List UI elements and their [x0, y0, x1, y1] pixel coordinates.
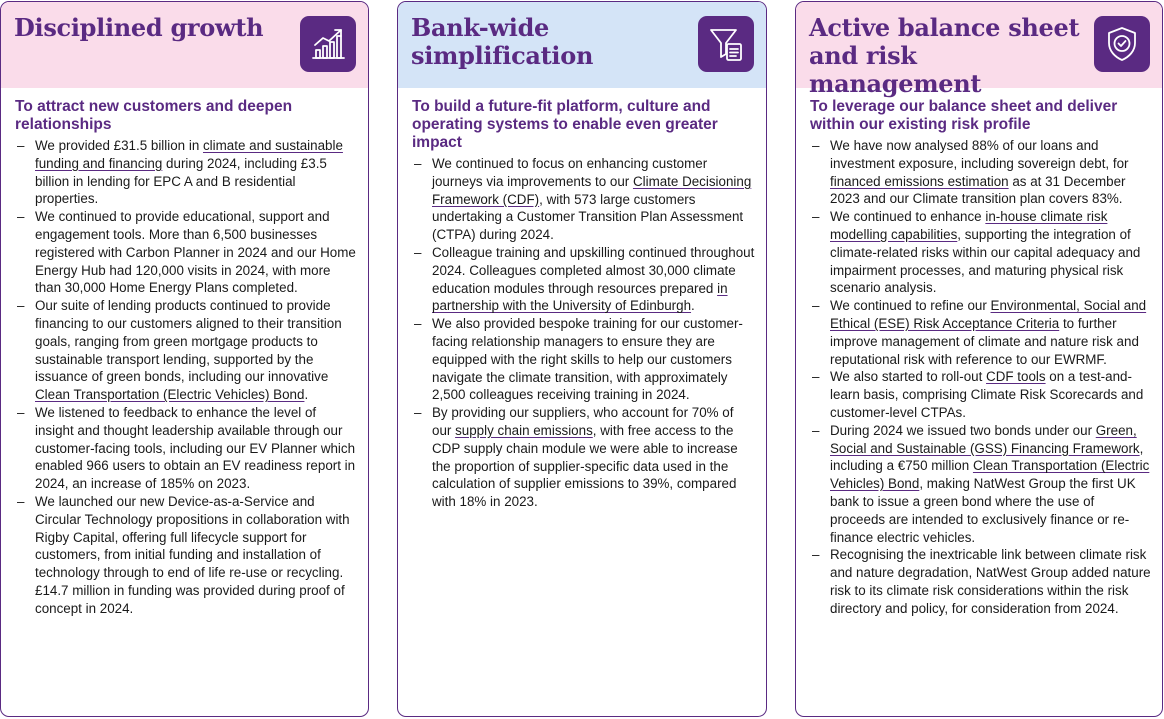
column-subheading: To build a future-fit platform, culture and operating systems to enable even greater impact [412, 98, 718, 151]
bullet-text: We also provided bespoke training for our customer-facing relationship managers to ensure they are equipped with the right skills to help our customers navigate the climate transition, with approximately 2,500 colleagues receiving training in 2024. [432, 316, 743, 403]
column-title: Active balance sheet and risk management [809, 13, 1080, 98]
bullet-list [15, 137, 358, 618]
list-item [15, 493, 358, 618]
bullet-text: . [304, 387, 309, 403]
shield-check-icon [1094, 16, 1150, 72]
bullet-text: , supporting the integration of climate-related risks within our capital adequacy and impairment processes, and maturing physical risk scenario analysis. [830, 226, 1141, 296]
inline-link[interactable]: Clean Transportation (Electric Vehicles) Bond [830, 458, 1150, 492]
list-item [810, 368, 1152, 421]
bullet-text: By providing our suppliers, who account for 70% of our [432, 405, 734, 438]
bullet-text: . [691, 298, 695, 314]
list-item [810, 137, 1152, 208]
list-item [412, 155, 756, 244]
bullet-text: We have now analysed 88% of our loans and investment exposure, including sovereign debt, for [830, 138, 1129, 171]
column-title: Bank-wide simplification [411, 13, 594, 70]
bullet-text: , including a €750 million [830, 440, 1144, 474]
bullet-text: during 2024, including £3.5 billion in lending for EPC A and B residential properties. [35, 155, 327, 207]
list-item [810, 208, 1152, 297]
bullet-text: Recognising the inextricable link between climate risk and nature degradation, NatWest Group added nature risk to its climate risk considerations within the risk directory and policy, for consideration from 2024. [830, 547, 1151, 616]
inline-link[interactable]: in partnership with the University of Edinburgh [432, 280, 728, 314]
list-item [412, 315, 756, 404]
list-item [810, 422, 1152, 547]
bullet-text: During 2024 we issued two bonds under our [830, 422, 1096, 438]
bullet-text: We provided £31.5 billion in [35, 138, 203, 153]
column-bank-wide-simplification [397, 1, 767, 717]
bullet-text: Our suite of lending products continued to provide financing to our customers aligned to their transition goals, ranging from green mortgage products to sustainable transport lending, supported by the issuance of green bonds, including our innovative [35, 298, 342, 385]
column-header [796, 2, 1162, 98]
bullet-text: We continued to enhance [830, 209, 986, 225]
bullet-text: Colleague training and upskilling continued throughout 2024. Colleagues completed almost 30,000 climate education modules through resources prepared [432, 244, 755, 296]
bullet-text: , with free access to the CDP supply chain module we were able to increase the proportion of supplier-specific data used in the calculation of supplier emissions to 39%, compared with 18% in 2023. [432, 422, 738, 510]
column-header [398, 2, 766, 88]
bullet-text: We continued to refine our [830, 298, 991, 314]
inline-link[interactable]: in-house climate risk modelling capabilities [830, 209, 1108, 242]
column-body [796, 88, 1162, 618]
bullet-text: We continued to focus on enhancing customer journeys via improvements to our [432, 156, 708, 189]
bullet-text: We also started to roll-out [830, 369, 987, 385]
list-item [810, 297, 1152, 368]
bullet-text: , making NatWest Group the first UK bank to issue a green bond where the use of proceeds are intended to exclusively finance or re-finance electric vehicles. [830, 476, 1136, 545]
inline-link[interactable]: Clean Transportation (Electric Vehicles) Bond [35, 387, 305, 403]
bullet-list [810, 137, 1152, 618]
column-body [1, 88, 368, 618]
list-item [15, 297, 358, 404]
inline-link[interactable]: Environmental, Social and Ethical (ESE) Risk Acceptance Criteria [830, 298, 1147, 331]
list-item [810, 546, 1152, 617]
growth-chart-icon [300, 16, 356, 72]
inline-link[interactable]: financed emissions estimation [830, 173, 1009, 189]
bullet-text: to further improve management of climate and nature risk and reputational risk with reference to our EWRMF. [830, 315, 1139, 367]
list-item [15, 404, 358, 493]
inline-link[interactable]: Green, Social and Sustainable (GSS) Financing Framework [830, 422, 1140, 456]
inline-link[interactable]: CDF tools [986, 369, 1046, 385]
inline-link[interactable]: climate and sustainable funding and financing [35, 138, 343, 171]
list-item [15, 137, 358, 208]
list-item [412, 404, 756, 511]
inline-link[interactable]: Climate Decisioning Framework (CDF) [432, 173, 752, 207]
list-item [412, 244, 756, 315]
column-active-balance-sheet [795, 1, 1163, 717]
column-header [1, 2, 368, 88]
bullet-text: , with 573 large customers undertaking a Customer Transition Plan Assessment (CTPA) during 2024. [432, 191, 744, 243]
bullet-text: We launched our new Device-as-a-Service and Circular Technology propositions in collaboration with Rigby Capital, offering full lifecycle support for customers, from initial funding and installation of technology through to end of life re-use or recycling. £14.7 million in funding was provided during proof of concept in 2024. [35, 493, 350, 616]
bullet-text: as at 31 December 2023 and our Climate transition plan covers 83%. [830, 173, 1126, 207]
column-body [398, 88, 766, 511]
bullet-text: We continued to provide educational, support and engagement tools. More than 6,500 businesses registered with Carbon Planner in 2024 and our Home Energy Hub had 120,000 visits in 2024, with more than 30,000 Home Energy Plans completed. [35, 209, 356, 296]
funnel-document-icon [698, 16, 754, 72]
column-subheading: To leverage our balance sheet and deliver within our existing risk profile [810, 98, 1118, 133]
column-disciplined-growth [0, 1, 369, 717]
list-item [15, 208, 358, 297]
bullet-text: on a test-and-learn basis, comprising Climate Risk Scorecards and customer-level CTPAs. [830, 369, 1144, 420]
column-subheading: To attract new customers and deepen relationships [15, 98, 293, 133]
bullet-text: We listened to feedback to enhance the level of insight and thought leadership available through our customer-facing tools, including our EV Planner which enabled 966 users to obtain an EV readiness report in 2024, an increase of 185% on 2023. [35, 404, 356, 492]
bullet-list [412, 155, 756, 511]
inline-link[interactable]: supply chain emissions [455, 422, 593, 438]
column-title: Disciplined growth [14, 13, 264, 42]
